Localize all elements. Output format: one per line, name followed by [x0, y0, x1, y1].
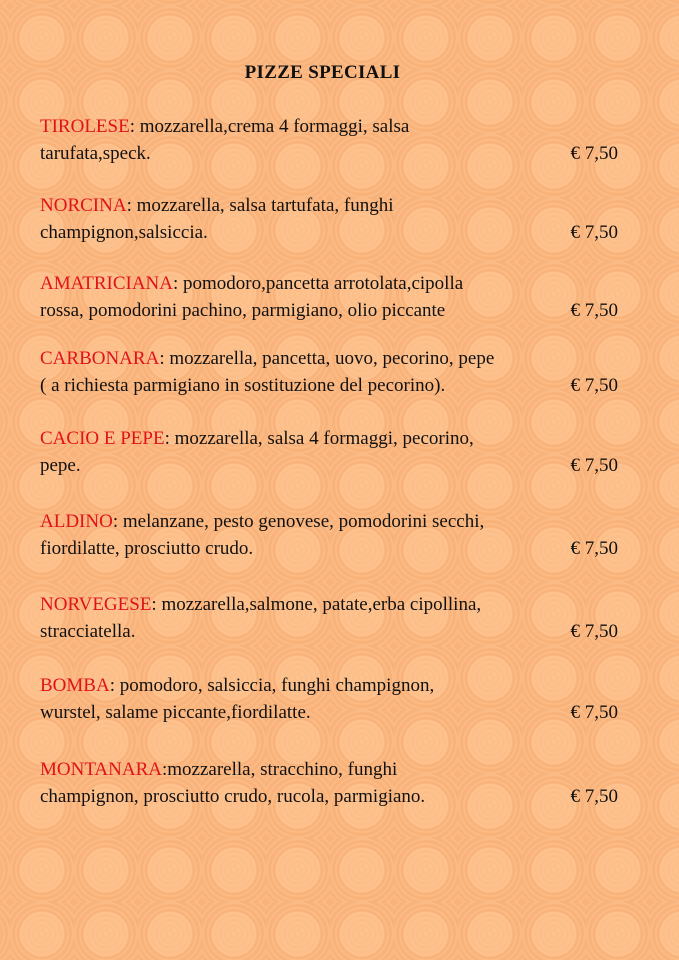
- item-first-line: [40, 113, 618, 140]
- item-heading: [40, 345, 494, 372]
- item-ingredients: : mozzarella,salmone, patate,erba cipollina,: [151, 594, 482, 615]
- item-first-line: [40, 591, 618, 618]
- item-ingredients-cont: champignon,salsiccia.: [40, 222, 208, 243]
- item-second-line: [40, 140, 618, 167]
- item-heading: [40, 591, 481, 618]
- item-ingredients: : mozzarella,crema 4 formaggi, salsa: [129, 116, 410, 137]
- item-heading: [40, 756, 397, 783]
- item-second-line: [40, 699, 618, 726]
- item-price: € 7,50: [570, 375, 618, 396]
- item-name: TIROLESE: [40, 116, 130, 137]
- item-price: € 7,50: [570, 222, 618, 243]
- item-price: € 7,50: [570, 455, 618, 476]
- item-heading: [40, 672, 434, 699]
- item-heading: [40, 192, 394, 219]
- menu-item-tirolese: [40, 113, 618, 167]
- menu-item-cacio-e-pepe: [40, 425, 618, 479]
- item-heading: [40, 113, 409, 140]
- item-name: NORVEGESE: [40, 594, 152, 615]
- item-ingredients-cont: ( a richiesta parmigiano in sostituzione del pecorino).: [40, 375, 446, 396]
- item-name: BOMBA: [40, 675, 110, 696]
- menu-item-carbonara: [40, 345, 618, 399]
- item-first-line: [40, 756, 618, 783]
- item-name: MONTANARA: [40, 759, 162, 780]
- item-price: € 7,50: [570, 702, 618, 723]
- item-ingredients: :mozzarella, stracchino, funghi: [161, 759, 398, 780]
- item-ingredients-cont: wurstel, salame piccante,fiordilatte.: [40, 702, 311, 723]
- item-price: € 7,50: [570, 300, 618, 321]
- item-ingredients: : mozzarella, salsa tartufata, funghi: [126, 195, 394, 216]
- menu-item-amatriciana: [40, 270, 618, 324]
- item-first-line: [40, 270, 618, 297]
- item-first-line: [40, 508, 618, 535]
- item-price: € 7,50: [570, 143, 618, 164]
- item-ingredients: : pomodoro, salsiccia, funghi champignon,: [109, 675, 435, 696]
- menu-item-aldino: [40, 508, 618, 562]
- item-second-line: [40, 452, 618, 479]
- item-ingredients: : mozzarella, salsa 4 formaggi, pecorino,: [164, 428, 474, 449]
- menu-item-norvegese: [40, 591, 618, 645]
- item-first-line: [40, 672, 618, 699]
- item-ingredients-cont: fiordilatte, prosciutto crudo.: [40, 538, 254, 559]
- item-price: € 7,50: [570, 538, 618, 559]
- item-second-line: [40, 535, 618, 562]
- item-ingredients: : melanzane, pesto genovese, pomodorini secchi,: [112, 511, 485, 532]
- item-second-line: [40, 297, 618, 324]
- item-first-line: [40, 192, 618, 219]
- item-name: ALDINO: [40, 511, 113, 532]
- item-second-line: [40, 372, 618, 399]
- item-price: € 7,50: [570, 621, 618, 642]
- item-price: € 7,50: [570, 786, 618, 807]
- item-ingredients: : pomodoro,pancetta arrotolata,cipolla: [173, 273, 464, 294]
- item-name: CACIO E PEPE: [40, 428, 165, 449]
- menu-item-norcina: [40, 192, 618, 246]
- item-heading: [40, 508, 484, 535]
- menu-item-bomba: [40, 672, 618, 726]
- item-second-line: [40, 219, 618, 246]
- item-heading: [40, 270, 463, 297]
- item-ingredients-cont: rossa, pomodorini pachino, parmigiano, olio piccante: [40, 300, 446, 321]
- item-ingredients-cont: stracciatella.: [40, 621, 136, 642]
- item-second-line: [40, 783, 618, 810]
- item-ingredients: : mozzarella, pancetta, uovo, pecorino, pepe: [159, 348, 495, 369]
- page-title: PIZZE SPECIALI: [244, 62, 401, 83]
- item-ingredients-cont: pepe.: [40, 455, 81, 476]
- item-heading: [40, 425, 474, 452]
- item-ingredients-cont: champignon, prosciutto crudo, rucola, parmigiano.: [40, 786, 426, 807]
- item-first-line: [40, 345, 618, 372]
- item-name: CARBONARA: [40, 348, 160, 369]
- item-first-line: [40, 425, 618, 452]
- menu-item-montanara: [40, 756, 618, 810]
- item-name: AMATRICIANA: [40, 273, 173, 294]
- item-second-line: [40, 618, 618, 645]
- item-name: NORCINA: [40, 195, 127, 216]
- item-ingredients-cont: tarufata,speck.: [40, 143, 151, 164]
